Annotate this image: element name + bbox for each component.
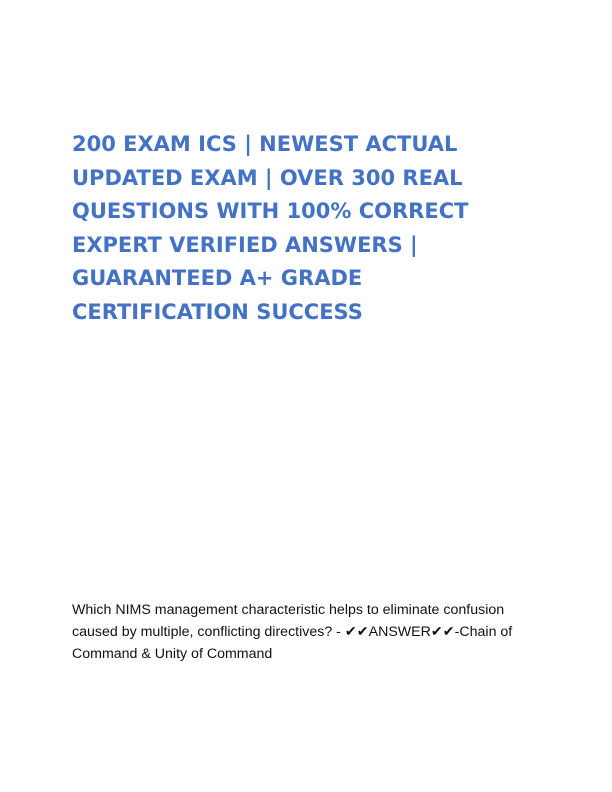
title-line: UPDATED EXAM | OVER 300 REAL	[72, 165, 463, 190]
title-line: GUARANTEED A+ GRADE	[72, 266, 363, 291]
title-line: EXPERT VERIFIED ANSWERS |	[72, 232, 418, 257]
qa-line: caused by multiple, conflicting directives? - ✔✔ANSWER✔✔-Chain of	[72, 624, 513, 640]
title-line: 200 EXAM ICS | NEWEST ACTUAL	[72, 132, 458, 156]
qa-line: Which NIMS management characteristic helps to eliminate confusion	[72, 602, 505, 618]
question-answer-paragraph	[72, 599, 542, 665]
title-line: CERTIFICATION SUCCESS	[72, 299, 363, 324]
title-line: QUESTIONS WITH 100% CORRECT	[72, 199, 469, 224]
qa-line: Command & Unity of Command	[72, 646, 273, 662]
document-title	[72, 128, 542, 330]
